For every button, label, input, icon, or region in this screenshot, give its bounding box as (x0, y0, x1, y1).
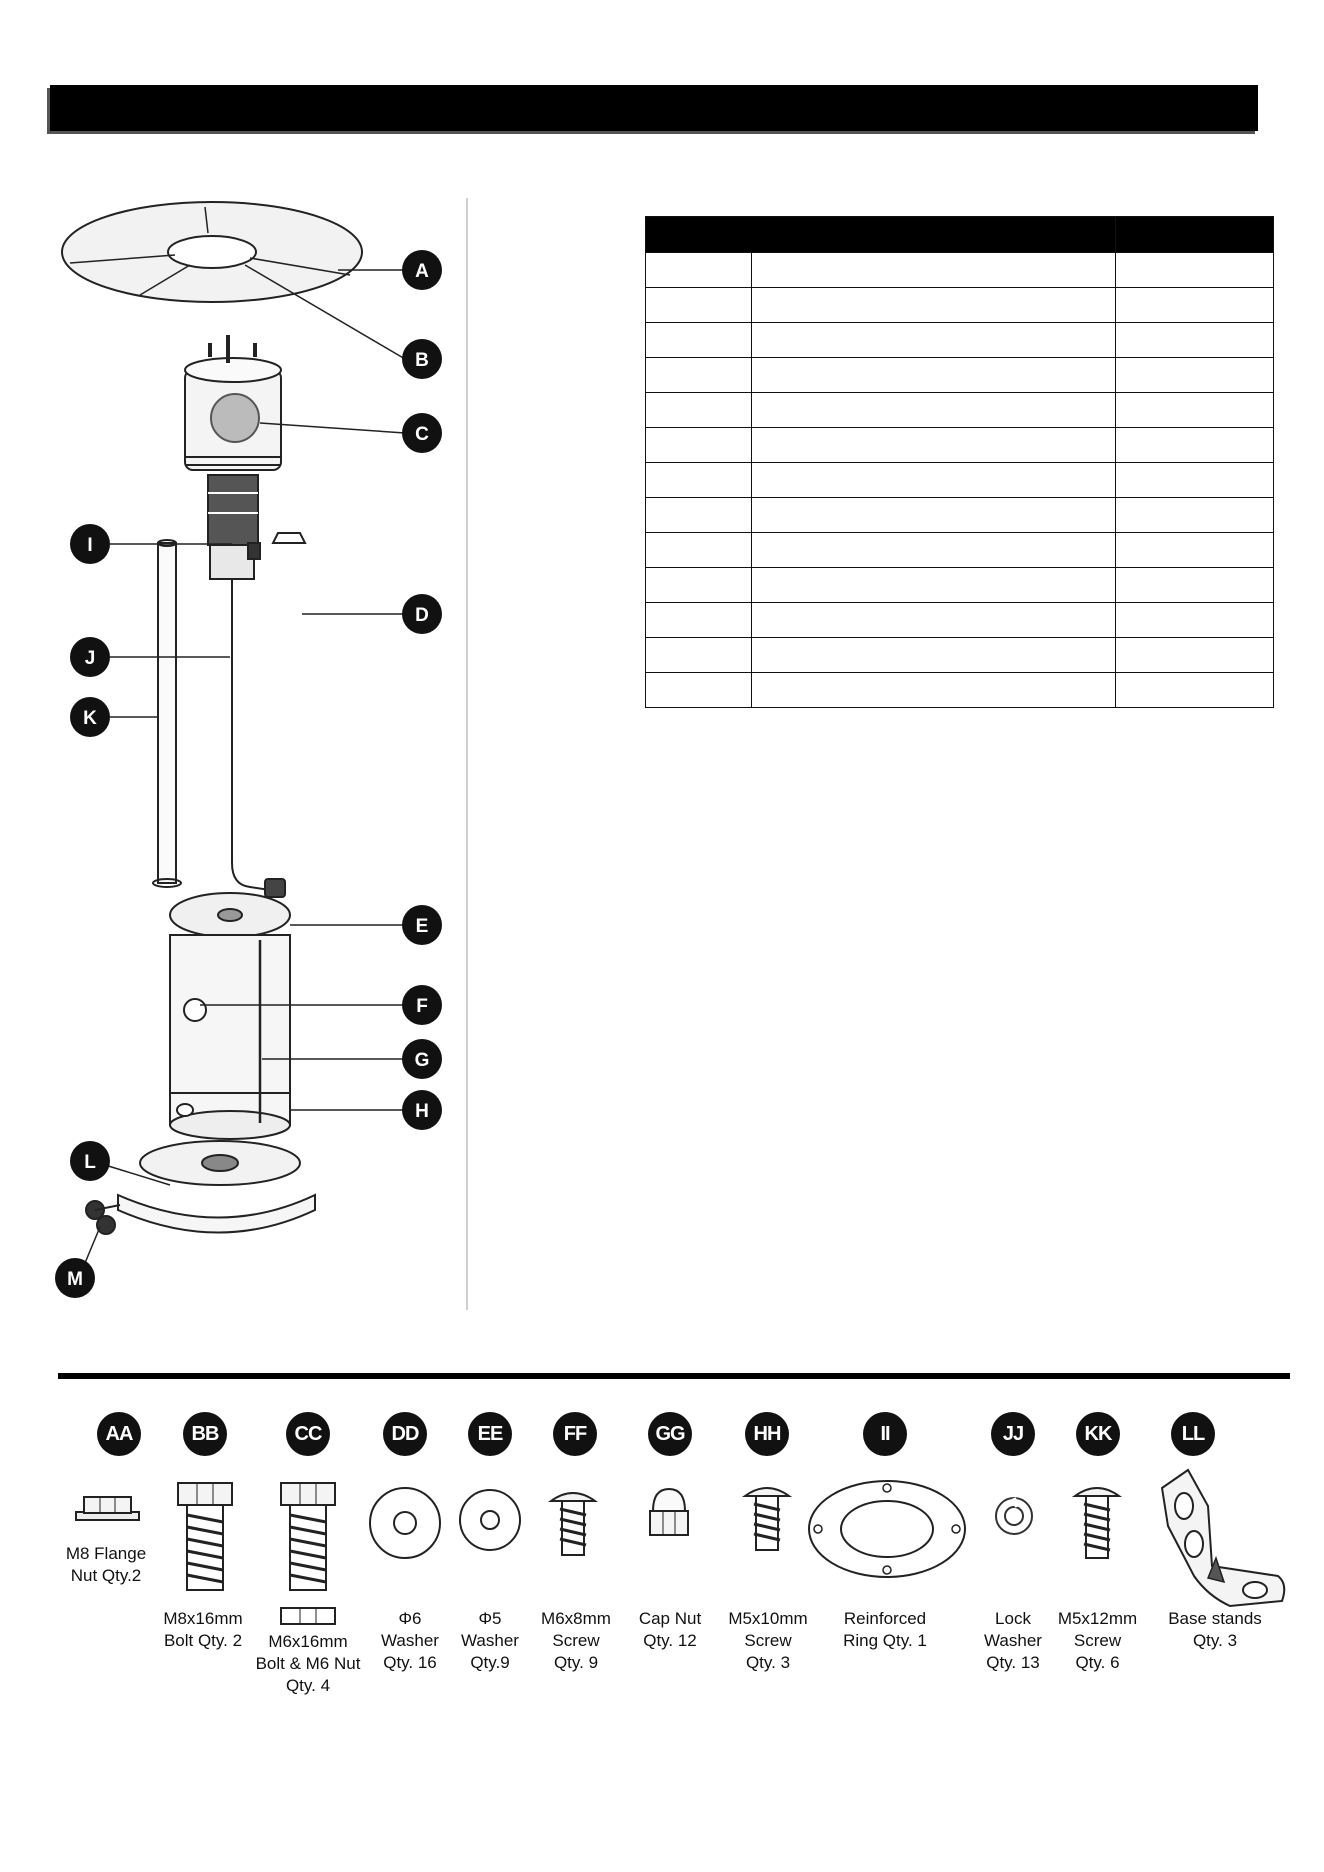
callout-a: A (415, 261, 429, 282)
parts-table-row (646, 323, 1274, 358)
bolt-icon (175, 1480, 235, 1595)
hardware-label-ee: Φ5 Washer Qty.9 (461, 1609, 519, 1672)
hardware-label-ff: M6x8mm Screw Qty. 9 (541, 1609, 611, 1672)
parts-table-cell (1116, 393, 1274, 428)
parts-table-cell (752, 288, 1116, 323)
hardware-badge: HH (745, 1412, 789, 1456)
base-stand-icon (1158, 1466, 1290, 1616)
hardware-label-cc: M6x16mm Bolt & M6 Nut Qty. 4 (255, 1632, 361, 1695)
hardware-item-ii (860, 1412, 910, 1456)
parts-table-row (646, 603, 1274, 638)
parts-table-cell (646, 358, 752, 393)
parts-table-cell (1116, 323, 1274, 358)
hardware-badge: DD (383, 1412, 427, 1456)
hardware-badge: GG (648, 1412, 692, 1456)
parts-table-row (646, 288, 1274, 323)
parts-table-header-cell (646, 217, 1116, 253)
parts-table-cell (1116, 358, 1274, 393)
bolt-and-nut-icon (278, 1480, 338, 1630)
callout-f: F (416, 996, 428, 1017)
callout-b: B (415, 350, 429, 371)
parts-table-cell (752, 428, 1116, 463)
hardware-item-dd (380, 1412, 430, 1456)
parts-list-table (645, 216, 1274, 708)
parts-table-cell (646, 673, 752, 708)
callout-c: C (415, 424, 429, 445)
washer-icon (367, 1485, 443, 1561)
parts-table-row (646, 358, 1274, 393)
parts-table-cell (1116, 603, 1274, 638)
callout-j: J (84, 648, 96, 669)
hardware-item-cc (283, 1412, 333, 1456)
parts-table-cell (646, 603, 752, 638)
parts-table-cell (1116, 498, 1274, 533)
hardware-item-jj (988, 1412, 1038, 1456)
parts-table-cell (752, 358, 1116, 393)
hardware-badge: AA (97, 1412, 141, 1456)
parts-table-cell (752, 393, 1116, 428)
parts-table-body (646, 253, 1274, 708)
flange-nut-icon (70, 1487, 145, 1527)
hardware-item-ll (1168, 1412, 1218, 1456)
hardware-item-hh (742, 1412, 792, 1456)
hardware-item-bb (180, 1412, 230, 1456)
callout-k: K (83, 708, 97, 729)
hardware-badge: BB (183, 1412, 227, 1456)
parts-table-cell (646, 428, 752, 463)
vertical-divider (466, 198, 468, 1310)
parts-table-cell (646, 323, 752, 358)
parts-table-cell (752, 323, 1116, 358)
parts-table-cell (752, 533, 1116, 568)
callout-g: G (414, 1050, 430, 1071)
exploded-parts-diagram (50, 195, 460, 1315)
parts-table-cell (646, 463, 752, 498)
screw-icon (1071, 1480, 1123, 1560)
hardware-badge: II (863, 1412, 907, 1456)
callout-e: E (415, 916, 429, 937)
parts-table-cell (646, 638, 752, 673)
parts-table-cell (752, 638, 1116, 673)
parts-table-row (646, 533, 1274, 568)
parts-table-cell (752, 568, 1116, 603)
parts-table-row (646, 638, 1274, 673)
lock-washer-icon (993, 1495, 1035, 1537)
hardware-label-bb: M8x16mm Bolt Qty. 2 (163, 1609, 243, 1650)
section-header-bar (50, 85, 1258, 131)
parts-table-row (646, 498, 1274, 533)
callout-i: I (87, 535, 93, 556)
hardware-label-ll: Base stands Qty. 3 (1168, 1609, 1262, 1650)
parts-table-header-cell-qty (1116, 217, 1274, 253)
hardware-label-aa: M8 Flange Nut Qty.2 (65, 1544, 147, 1585)
hardware-label-hh: M5x10mm Screw Qty. 3 (728, 1609, 808, 1672)
hardware-badge: KK (1076, 1412, 1120, 1456)
hardware-badge: EE (468, 1412, 512, 1456)
parts-table-cell (646, 253, 752, 288)
hardware-badge: LL (1171, 1412, 1215, 1456)
parts-table-row (646, 428, 1274, 463)
parts-table-cell (1116, 568, 1274, 603)
parts-table-cell (1116, 533, 1274, 568)
parts-table-row (646, 393, 1274, 428)
cap-nut-icon (645, 1485, 693, 1541)
hardware-badge: CC (286, 1412, 330, 1456)
parts-table-cell (752, 253, 1116, 288)
hardware-label-dd: Φ6 Washer Qty. 16 (381, 1609, 439, 1672)
hardware-item-aa (81, 1412, 157, 1456)
callout-d: D (415, 605, 429, 626)
parts-table-cell (752, 673, 1116, 708)
screw-icon (547, 1485, 599, 1557)
callout-l: L (84, 1152, 96, 1173)
hardware-divider (58, 1373, 1290, 1379)
parts-table-cell (646, 498, 752, 533)
hardware-label-gg: Cap Nut Qty. 12 (638, 1609, 702, 1650)
parts-table-header (646, 217, 1274, 253)
hardware-item-gg (645, 1412, 695, 1456)
parts-table-cell (1116, 428, 1274, 463)
reinforced-ring-icon (806, 1478, 968, 1580)
parts-table-row (646, 568, 1274, 603)
washer-icon (457, 1487, 523, 1553)
parts-table-cell (1116, 638, 1274, 673)
parts-table-cell (752, 603, 1116, 638)
parts-table-cell (1116, 288, 1274, 323)
hardware-label-jj: Lock Washer Qty. 13 (984, 1609, 1042, 1672)
parts-table-row (646, 463, 1274, 498)
parts-table-cell (646, 533, 752, 568)
hardware-badge: FF (553, 1412, 597, 1456)
hardware-label-kk: M5x12mm Screw Qty. 6 (1057, 1609, 1138, 1672)
hardware-item-ff (550, 1412, 600, 1456)
parts-table-cell (752, 463, 1116, 498)
hardware-item-kk (1073, 1412, 1123, 1456)
callout-m: M (67, 1269, 83, 1290)
parts-table-cell (646, 393, 752, 428)
hardware-label-ii: Reinforced Ring Qty. 1 (843, 1609, 927, 1650)
parts-table-cell (1116, 673, 1274, 708)
parts-table-cell (752, 498, 1116, 533)
parts-table-cell (1116, 253, 1274, 288)
screw-icon (741, 1480, 793, 1552)
parts-table-cell (1116, 463, 1274, 498)
hardware-badge: JJ (991, 1412, 1035, 1456)
parts-table-cell (646, 568, 752, 603)
callout-h: H (415, 1101, 429, 1122)
parts-table-row (646, 673, 1274, 708)
hardware-item-ee (465, 1412, 515, 1456)
parts-table-cell (646, 288, 752, 323)
parts-table-row (646, 253, 1274, 288)
